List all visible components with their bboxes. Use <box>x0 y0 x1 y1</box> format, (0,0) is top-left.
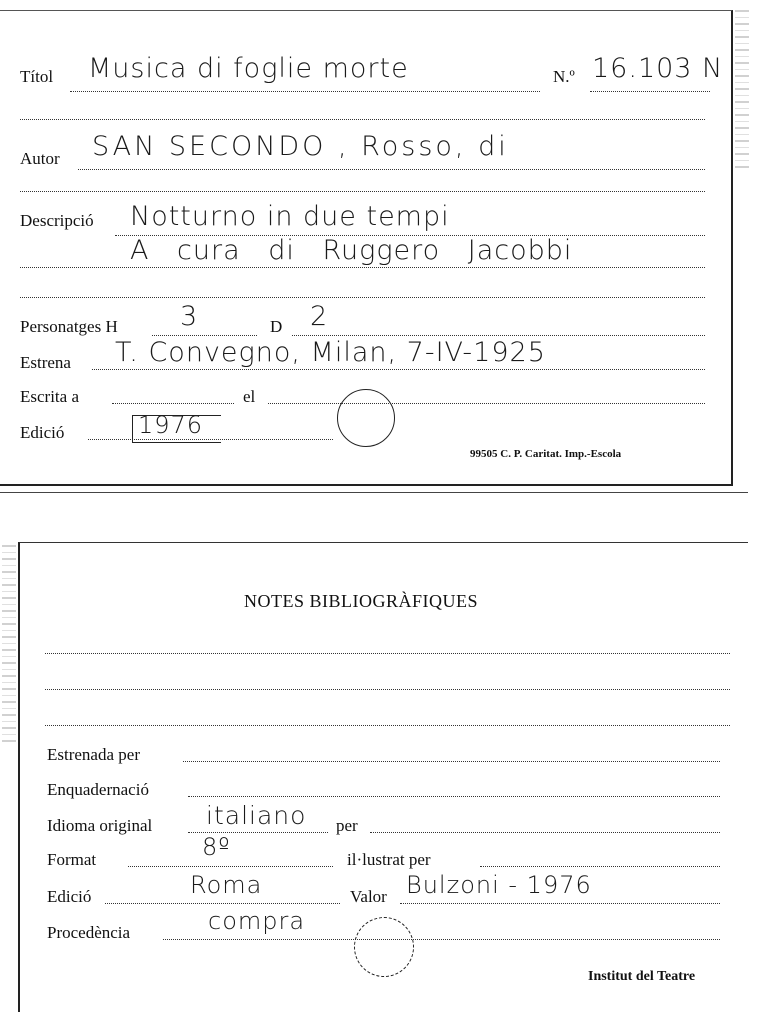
valor-value: Bulzoni - 1976 <box>406 871 592 899</box>
enquadernacio-label: Enquadernació <box>47 780 149 799</box>
procedencia-value: compra <box>208 907 306 935</box>
per-label: per <box>336 816 358 835</box>
catalog-card-back <box>18 542 748 1012</box>
estrena-label: Estrena <box>20 353 71 372</box>
el-label: el <box>243 387 256 406</box>
edicio-label: Edició <box>20 423 65 442</box>
autor-value: SAN SECONDO , Rosso, di <box>92 131 509 162</box>
blank-line <box>20 191 705 192</box>
descripcio-line-2 <box>20 267 705 268</box>
personatges-d-line <box>292 335 705 336</box>
enquadernacio-line <box>188 796 720 797</box>
scan-edge-texture <box>2 545 16 745</box>
card-separator <box>0 492 748 493</box>
notes-line-2 <box>45 689 730 690</box>
catalog-card-front <box>0 10 733 486</box>
notes-line-1 <box>45 653 730 654</box>
number-label: N.º <box>553 67 575 86</box>
escrita-line <box>112 403 234 404</box>
d-label: D <box>270 317 283 336</box>
autor-line <box>78 169 705 170</box>
institution-name: Institut del Teatre <box>588 969 696 984</box>
valor-label: Valor <box>350 887 387 906</box>
titol-line <box>70 91 540 92</box>
punch-hole <box>354 917 414 977</box>
procedencia-label: Procedència <box>47 923 131 942</box>
illustrat-line <box>480 866 720 867</box>
estrenada-line <box>183 761 720 762</box>
idioma-label: Idioma original <box>47 816 153 835</box>
format-label: Format <box>47 850 97 869</box>
valor-line <box>400 903 720 904</box>
edicio-back-label: Edició <box>47 887 92 906</box>
personatges-h-value: 3 <box>180 301 199 332</box>
printer-note: 99505 C. P. Caritat. Imp.-Escola <box>470 448 622 460</box>
procedencia-line <box>163 939 720 940</box>
titol-label: Títol <box>20 67 54 86</box>
edicio-back-value: Roma <box>190 871 263 899</box>
notes-line-3 <box>45 725 730 726</box>
scan-edge-texture <box>735 10 749 170</box>
personatges-d-value: 2 <box>310 301 329 332</box>
blank-line <box>20 297 705 298</box>
edicio-back-line <box>105 903 340 904</box>
format-value: 8º <box>202 833 231 861</box>
number-value: 16.103 N <box>592 53 724 84</box>
descripcio-value-1: Notturno in due tempi <box>130 201 450 232</box>
format-line <box>128 866 333 867</box>
personatges-h-line <box>152 335 257 336</box>
titol-value: Musica di foglie morte <box>88 53 409 84</box>
punch-hole <box>337 389 395 447</box>
autor-label: Autor <box>20 149 60 168</box>
personatges-label: Personatges H <box>20 317 118 336</box>
per-line <box>370 832 720 833</box>
estrenada-label: Estrenada per <box>47 745 140 764</box>
el-line <box>268 403 705 404</box>
escrita-label: Escrita a <box>20 387 79 406</box>
estrena-value: T. Convegno, Milan, 7-IV-1925 <box>115 337 546 368</box>
descripcio-value-2: A cura di Ruggero Jacobbi <box>130 235 573 266</box>
descripcio-label: Descripció <box>20 211 94 230</box>
notes-heading: NOTES BIBLIOGRÀFIQUES <box>244 591 479 611</box>
edicio-value: 1976 <box>138 411 204 439</box>
illustrat-label: il·lustrat per <box>347 850 431 869</box>
idioma-value: italiano <box>206 801 307 830</box>
blank-line <box>20 119 705 120</box>
estrena-line <box>92 369 705 370</box>
number-line <box>590 91 710 92</box>
